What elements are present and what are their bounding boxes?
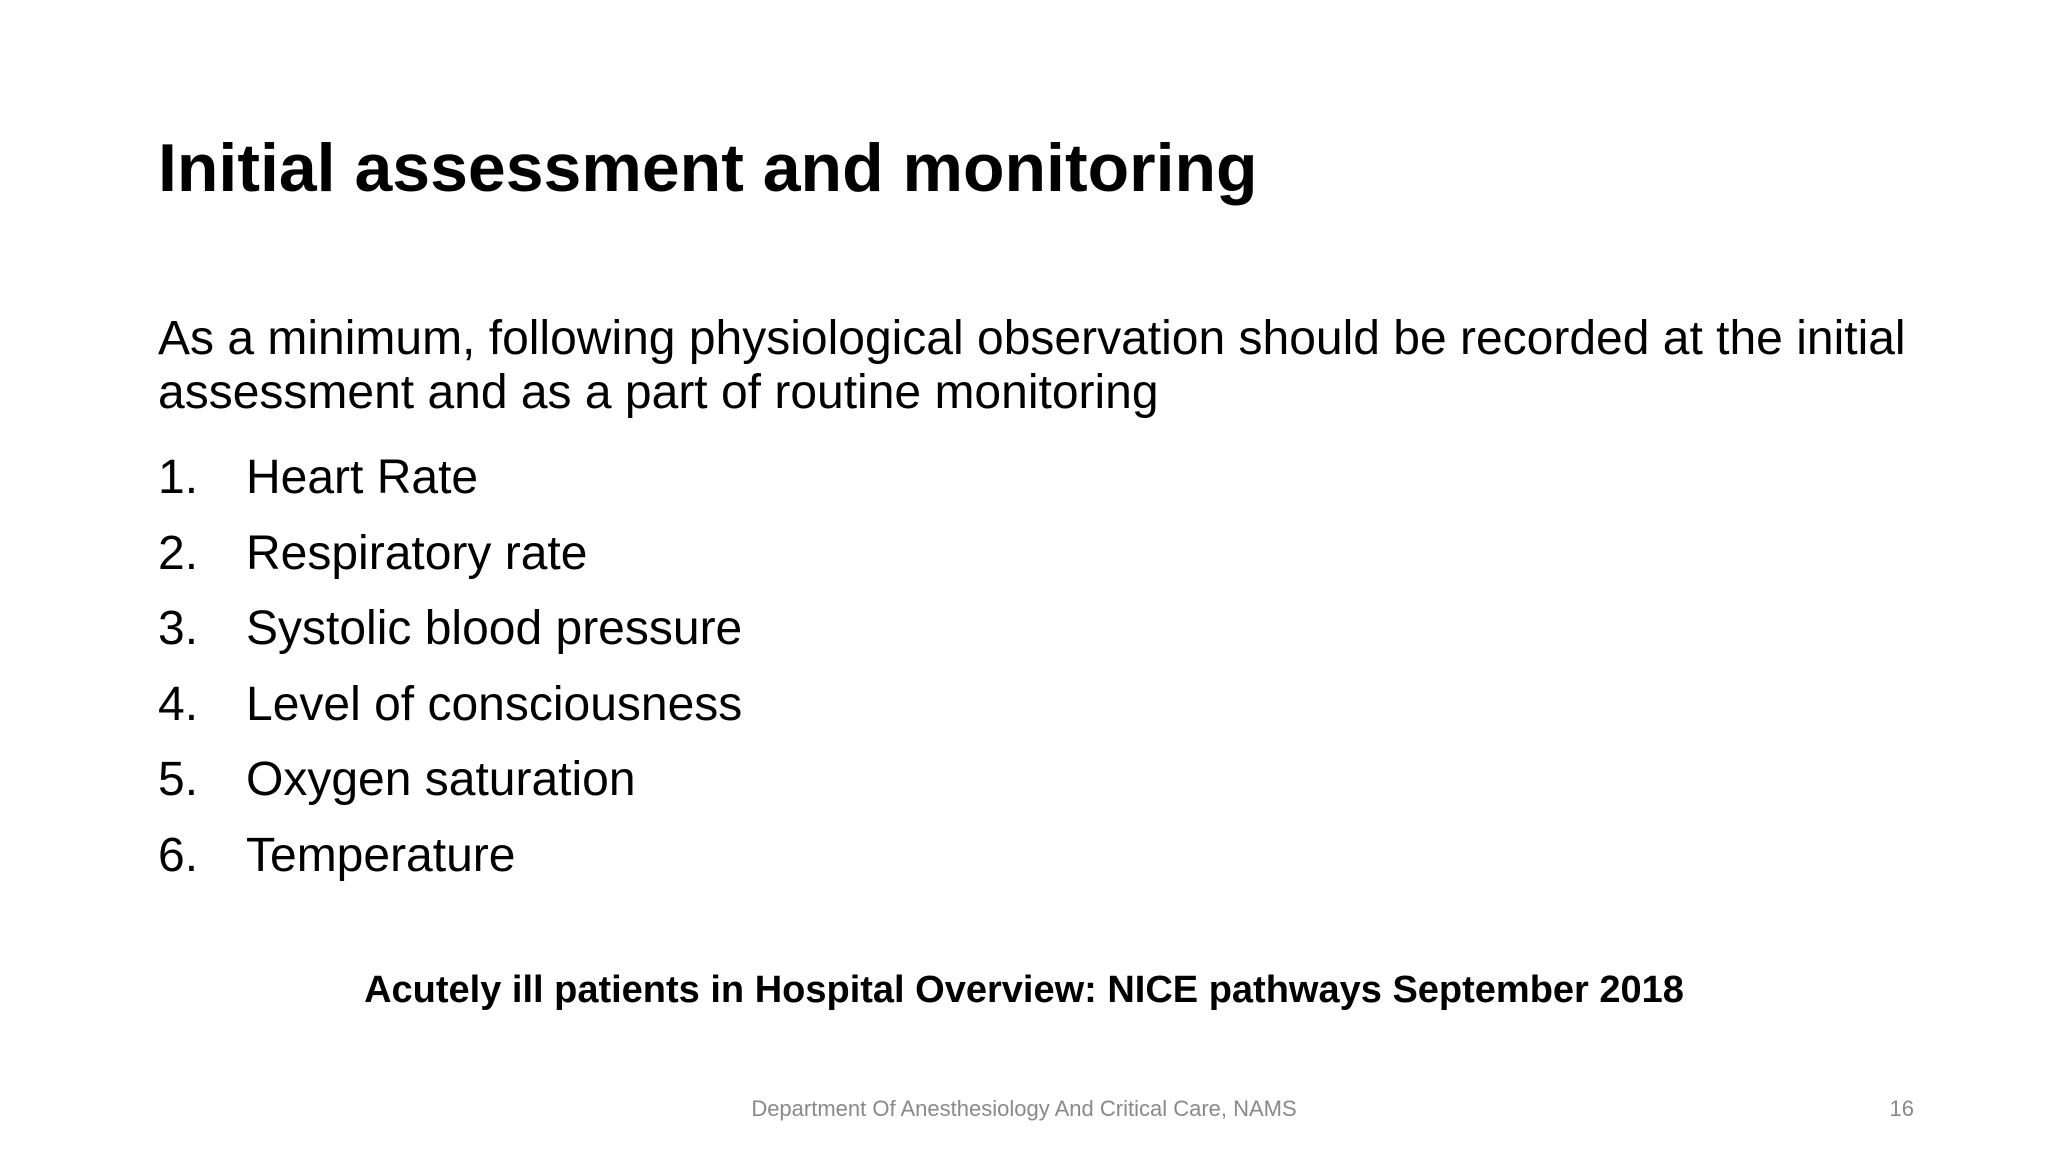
slide-number: 16 [1889, 1096, 1914, 1121]
list-item [158, 591, 742, 667]
list-item [158, 818, 742, 894]
list-item-number: 4. [158, 677, 199, 731]
list-item [158, 742, 742, 818]
list-item-number: 6. [158, 828, 199, 882]
list-item-label: Respiratory rate [246, 526, 588, 580]
slide-title: Initial assessment and monitoring [158, 130, 1258, 206]
list-item-label: Heart Rate [246, 451, 479, 504]
observation-list [158, 440, 742, 893]
list-item-label: Level of consciousness [246, 677, 743, 731]
list-item-label: Temperature [246, 828, 516, 882]
list-item-label: Systolic blood pressure [246, 602, 743, 655]
list-item-number: 1. [158, 451, 199, 504]
list-item-number: 5. [158, 753, 199, 806]
list-item-label: Oxygen saturation [246, 753, 636, 806]
list-item-number: 2. [158, 526, 199, 580]
footer-text: Department Of Anesthesiology And Critical Care, NAMS [751, 1096, 1297, 1121]
intro-paragraph: As a minimum, following physiological observation should be recorded at the initial assessment and as a part of routine monitoring [158, 312, 1906, 419]
list-item [158, 667, 742, 743]
list-item-number: 3. [158, 602, 199, 655]
list-item [158, 440, 742, 516]
list-item [158, 516, 742, 592]
citation: Acutely ill patients in Hospital Overview: NICE pathways September 2018 [364, 969, 1684, 1011]
